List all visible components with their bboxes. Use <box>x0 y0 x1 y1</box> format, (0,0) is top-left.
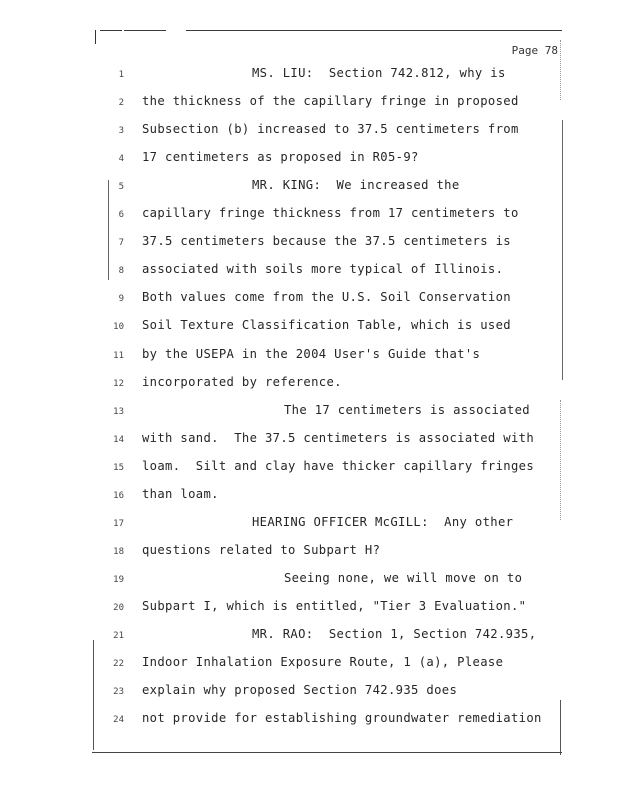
line-number: 14 <box>113 434 124 445</box>
line-number: 2 <box>118 98 124 109</box>
line-text: associated with soils more typical of Illinois. <box>142 262 504 277</box>
transcript-line <box>100 655 560 675</box>
transcript-line <box>100 347 560 367</box>
line-text: Subpart I, which is entitled, "Tier 3 Evaluation." <box>142 598 527 613</box>
line-text: 17 centimeters as proposed in R05-9? <box>142 150 419 165</box>
transcript-line <box>100 543 560 563</box>
transcript-line <box>100 487 560 507</box>
right-margin-mark <box>560 700 561 755</box>
transcript-line <box>100 66 560 86</box>
line-number: 10 <box>113 322 124 333</box>
line-number: 13 <box>113 406 124 417</box>
line-number: 5 <box>118 182 124 193</box>
transcript-line <box>100 122 560 142</box>
header-rule <box>100 30 122 31</box>
line-number: 7 <box>118 238 124 249</box>
line-text: HEARING OFFICER McGILL: Any other <box>252 514 514 529</box>
line-number: 4 <box>118 154 124 165</box>
line-text: with sand. The 37.5 centimeters is associated with <box>142 430 535 445</box>
header-rule <box>186 30 562 31</box>
right-margin-mark <box>562 120 563 380</box>
line-number: 3 <box>118 126 124 137</box>
line-number: 21 <box>113 631 124 641</box>
transcript-line <box>100 627 560 647</box>
transcript-line <box>100 262 560 282</box>
line-text: than loam. <box>142 486 219 501</box>
transcript-line <box>100 711 560 731</box>
line-text: Seeing none, we will move on to <box>284 570 523 585</box>
line-text: 37.5 centimeters because the 37.5 centimeters is <box>142 234 511 249</box>
line-number: 22 <box>113 659 124 670</box>
line-number: 6 <box>118 210 124 221</box>
transcript-line <box>100 290 560 310</box>
line-text: loam. Silt and clay have thicker capillary fringes <box>142 458 535 473</box>
line-text: questions related to Subpart H? <box>142 542 381 557</box>
line-number: 12 <box>113 378 124 389</box>
transcript-line <box>100 318 560 338</box>
line-text: Both values come from the U.S. Soil Conservation <box>142 290 511 305</box>
line-number: 11 <box>113 350 124 361</box>
transcript-line <box>100 571 560 591</box>
line-number: 19 <box>113 574 124 585</box>
line-text: MR. KING: We increased the <box>252 178 460 193</box>
line-number: 20 <box>113 602 124 613</box>
right-margin-dots <box>560 40 567 100</box>
line-text: MS. LIU: Section 742.812, why is <box>252 66 506 80</box>
line-text: MR. RAO: Section 1, Section 742.935, <box>252 627 537 641</box>
transcript-line <box>100 150 560 170</box>
line-text: Subsection (b) increased to 37.5 centimeters from <box>142 122 519 137</box>
line-text: Soil Texture Classification Table, which is used <box>142 318 511 333</box>
line-text: by the USEPA in the 2004 User's Guide that's <box>142 346 481 361</box>
line-text: not provide for establishing groundwater remediation <box>142 711 542 726</box>
transcript-line <box>100 94 560 114</box>
line-number: 17 <box>113 518 124 529</box>
transcript-line <box>100 459 560 479</box>
transcript-line <box>100 178 560 198</box>
transcript-line <box>100 206 560 226</box>
line-number: 16 <box>113 490 124 501</box>
line-number: 9 <box>118 294 124 305</box>
left-margin-mark <box>93 640 94 750</box>
line-number: 24 <box>113 715 124 726</box>
header-rule <box>124 30 166 31</box>
left-margin-mark <box>95 30 96 44</box>
page-number: Page 78 <box>511 44 558 57</box>
right-margin-dots <box>560 400 567 520</box>
line-text: The 17 centimeters is associated <box>284 402 530 417</box>
line-number: 1 <box>118 70 124 80</box>
line-number: 8 <box>118 266 124 277</box>
line-text: capillary fringe thickness from 17 centimeters to <box>142 206 519 221</box>
transcript-line <box>100 234 560 254</box>
line-text: Indoor Inhalation Exposure Route, 1 (a), Please <box>142 655 504 670</box>
transcript-line <box>100 683 560 703</box>
line-number: 18 <box>113 546 124 557</box>
transcript-line <box>100 375 560 395</box>
transcript-line <box>100 403 560 423</box>
line-text: explain why proposed Section 742.935 does <box>142 683 458 698</box>
line-number: 23 <box>113 687 124 698</box>
transcript-line <box>100 515 560 535</box>
footer-rule <box>92 752 562 753</box>
line-text: incorporated by reference. <box>142 374 342 389</box>
line-number: 15 <box>113 462 124 473</box>
line-text: the thickness of the capillary fringe in proposed <box>142 94 519 109</box>
transcript-line <box>100 431 560 451</box>
transcript-line <box>100 599 560 619</box>
